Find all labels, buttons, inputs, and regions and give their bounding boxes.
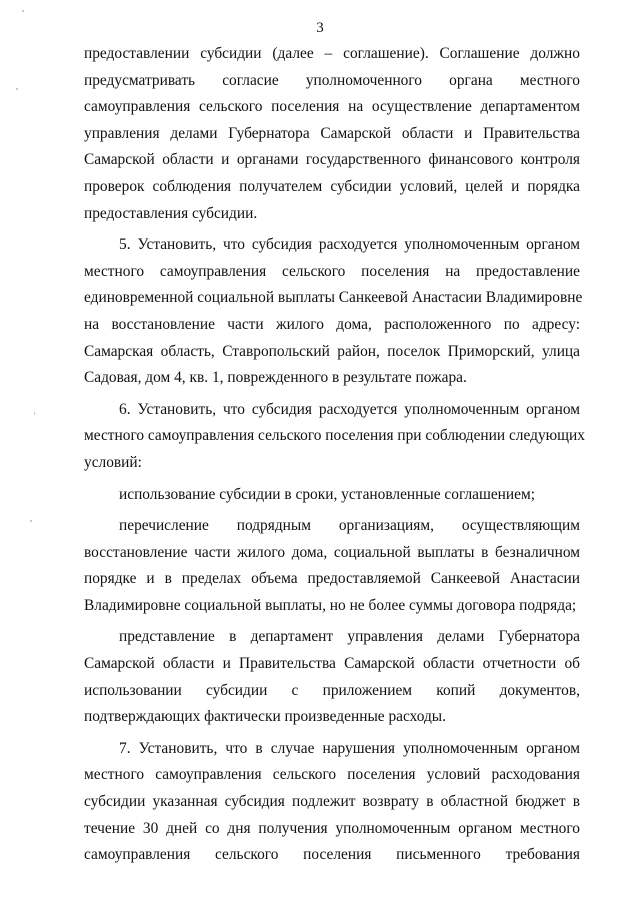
text-line: 5. Установить, что субсидия расходуется уполномоченным органом	[119, 236, 580, 254]
text-line: местного самоуправления сельского поселения условий расходования	[84, 766, 580, 784]
text-line: использовании субсидии с приложением копий документов,	[84, 681, 580, 699]
text-line: Самарской области и Правительства Самарской области отчетности об	[84, 655, 580, 673]
text-line: использование субсидии в сроки, установленные соглашением;	[119, 485, 535, 503]
scan-speck	[16, 88, 18, 90]
text-line: предоставлении субсидии (далее – соглашение). Соглашение должно	[84, 45, 580, 62]
text-line: восстановление части жилого дома, социальной выплаты в безналичном	[84, 543, 580, 561]
text-line: Самарской области и органами государственного финансового контроля	[84, 151, 580, 169]
text-line: перечисление подрядным организациям, осуществляющим	[119, 517, 580, 535]
scan-speck	[22, 10, 24, 12]
text-line: проверок соблюдения получателем субсидии условий, целей и порядка	[84, 177, 580, 195]
text-line: субсидии указанная субсидия подлежит возврату в областной бюджет в	[84, 793, 580, 811]
text-line: предоставления субсидии.	[84, 204, 258, 222]
text-line: единовременной социальной выплаты Санкеевой Анастасии Владимировне	[84, 289, 583, 307]
text-line: течение 30 дней со дня получения уполномоченным органом местного	[84, 819, 580, 837]
text-line: условий:	[84, 453, 142, 471]
document-body	[84, 41, 585, 869]
scan-speck	[30, 520, 32, 522]
text-line: Садовая, дом 4, кв. 1, поврежденного в результате пожара.	[84, 369, 467, 387]
text-line: местного самоуправления сельского поселения при соблюдении следующих	[84, 427, 585, 445]
scan-speck	[34, 412, 35, 415]
text-line: самоуправления сельского поселения на осуществление департаментом	[84, 98, 580, 116]
text-line: представление в департамент управления делами Губернатора	[119, 628, 580, 646]
text-line: 7. Установить, что в случае нарушения уполномоченным органом	[119, 739, 580, 757]
text-line: Самарская область, Ставропольский район, поселок Приморский, улица	[84, 342, 580, 360]
page-number: 3	[316, 20, 324, 36]
text-line: 6. Установить, что субсидия расходуется уполномоченным органом	[119, 400, 580, 418]
text-line: подтверждающих фактически произведенные расходы.	[84, 708, 446, 726]
text-line: местного самоуправления сельского поселения на предоставление	[84, 262, 580, 280]
text-line: управления делами Губернатора Самарской области и Правительства	[84, 124, 580, 142]
text-line: предусматривать согласие уполномоченного органа местного	[84, 71, 580, 89]
text-line: на восстановление части жилого дома, расположенного по адресу:	[84, 315, 580, 333]
text-line: самоуправления сельского поселения письменного требования	[84, 846, 580, 864]
text-line: порядке и в пределах объема предоставляемой Санкеевой Анастасии	[84, 570, 580, 588]
text-line: Владимировне социальной выплаты, но не более суммы договора подряда;	[84, 596, 577, 614]
